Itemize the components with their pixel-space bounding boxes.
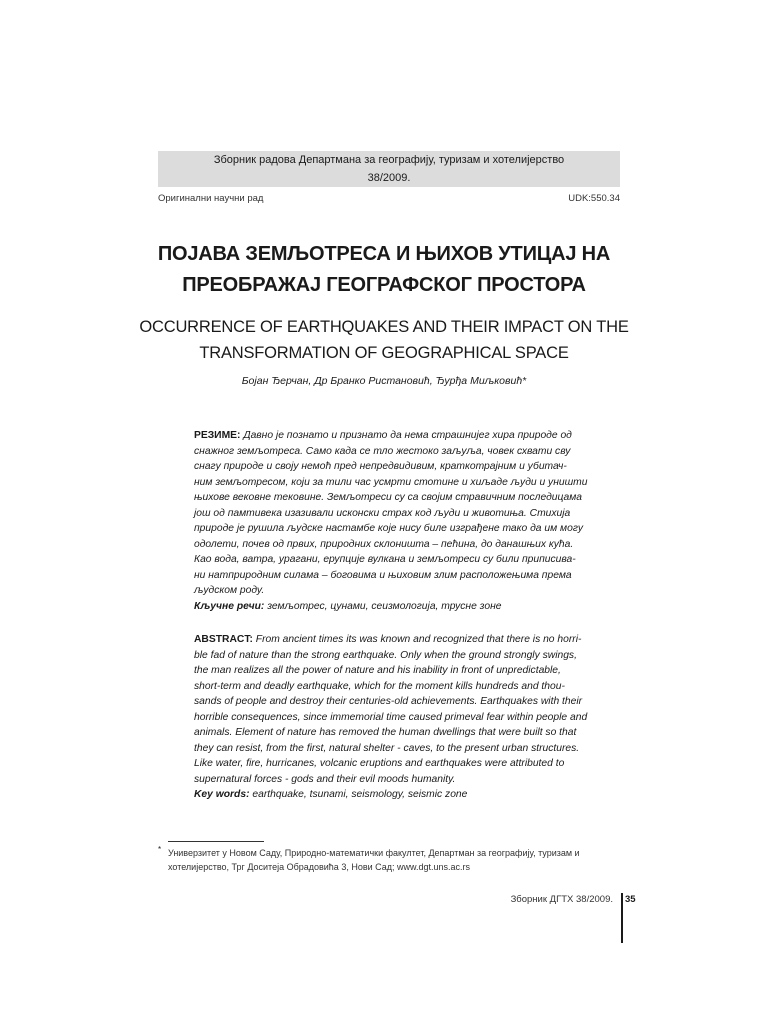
abstract-line: the man realizes all the power of nature and his inability in front of unpredictable,	[194, 665, 561, 676]
summary-line: снажног земљотреса. Само када се тло жестоко заљуља, човек схвати сву	[194, 445, 571, 457]
authors: Бојан Ђерчан, Др Бранко Ристановић, Ђурђа Миљковић*	[241, 375, 527, 387]
abstract-keywords: earthquake, tsunami, seismology, seismic zone	[249, 789, 468, 800]
abstract-line: horrible consequences, since immemorial time caused primeval fear within people and	[194, 711, 588, 723]
summary-line: снагу природе и своју немоћ пред непредвидивим, краткотрајним и убитач-	[194, 461, 567, 472]
abstract-keywords-label: Key words:	[194, 789, 250, 800]
footnote	[168, 846, 580, 874]
abstract-label: ABSTRACT:	[194, 634, 253, 645]
title-serbian-line: ПОЈАВА ЗЕМЉОТРЕСА И ЊИХОВ УТИЦАЈ НА	[157, 243, 611, 265]
title-english	[120, 314, 648, 366]
abstract-line: Like water, fire, hurricanes, volcanic eruptions and earthquakes were attributed to	[194, 758, 565, 769]
article-type: Оригинални научни рад	[158, 193, 264, 204]
title-english-line: TRANSFORMATION OF GEOGRAPHICAL SPACE	[199, 344, 569, 362]
summary-line: ни натприродним силама – боговима и њиховим злим расположењима према	[194, 569, 572, 581]
page-number: 35	[625, 894, 636, 905]
summary-line: Давно је познато и признато да нема страшнијег хира природе од	[240, 430, 572, 441]
journal-title: Зборник радова Департмана за географију, туризам и хотелијерство	[213, 154, 565, 166]
summary-line: људском роду.	[194, 585, 265, 596]
abstract-section	[194, 632, 586, 803]
abstract-line: supernatural forces - gods and their evil moods humanity.	[194, 773, 456, 785]
udk-code: UDK:550.34	[568, 193, 620, 204]
summary-label: РЕЗИМЕ:	[194, 430, 241, 441]
abstract-line: From ancient times its was known and recognized that there is no horri-	[252, 634, 582, 645]
summary-line: њихове вековне тековине. Земљотреси су са својим стравичним последицама	[194, 492, 583, 503]
title-english-line: OCCURRENCE OF EARTHQUAKES AND THEIR IMPACT ON THE	[139, 318, 629, 336]
abstract-line: they can resist, from the first, natural shelter - caves, to the present urban structures.	[194, 742, 580, 754]
summary-line: ним земљотресом, који за тили час усмрти стотине и хиљаде људи и уништи	[194, 476, 588, 488]
summary-keywords: земљотрес, цунами, сеизмологија, трусне зоне	[264, 600, 502, 612]
summary-line: одолети, почев од првих, природних склоништа – пећина, до данашњих кућа.	[194, 538, 574, 550]
abstract-line: ble fad of nature than the strong earthquake. Only when the ground strongly swings,	[194, 649, 577, 661]
summary-keywords-label: Кључне речи:	[194, 600, 265, 612]
summary-line: Као вода, ватра, урагани, ерупције вулкана и земљотреси су били приписива-	[194, 554, 576, 565]
summary-line: природе је рушила људске настамбе које нису биле изграђене тако да им могу	[194, 523, 584, 534]
journal-volume: 38/2009.	[367, 172, 411, 184]
title-serbian	[120, 239, 648, 301]
footnote-line: Универзитет у Новом Саду, Природно-математички факултет, Департман за географију, туризам и	[168, 848, 580, 858]
footnote-line: хотелијерство, Трг Доситеја Обрадовића 3, Нови Сад; www.dgt.uns.ac.rs	[168, 862, 471, 872]
title-serbian-line: ПРЕОБРАЖАЈ ГЕОГРАФСКОГ ПРОСТОРА	[182, 274, 586, 296]
running-footer: Зборник ДГТХ 38/2009.	[510, 894, 613, 905]
summary-section	[194, 428, 586, 614]
journal-header	[158, 151, 620, 187]
footnote-divider	[168, 841, 264, 842]
abstract-line: short-term and deadly earthquake, which for the moment kills hundreds and thou-	[194, 680, 565, 692]
summary-line: још од памтивека изазивали исконски страх код људи и животиња. Стихија	[194, 507, 571, 519]
folio-divider	[621, 893, 623, 943]
abstract-line: sands of people and destroy their centuries-old achievements. Earthquakes with their	[194, 696, 583, 707]
abstract-line: animals. Element of nature has removed the human dwellings that were built so that	[194, 727, 577, 738]
footnote-mark: *	[158, 845, 162, 854]
